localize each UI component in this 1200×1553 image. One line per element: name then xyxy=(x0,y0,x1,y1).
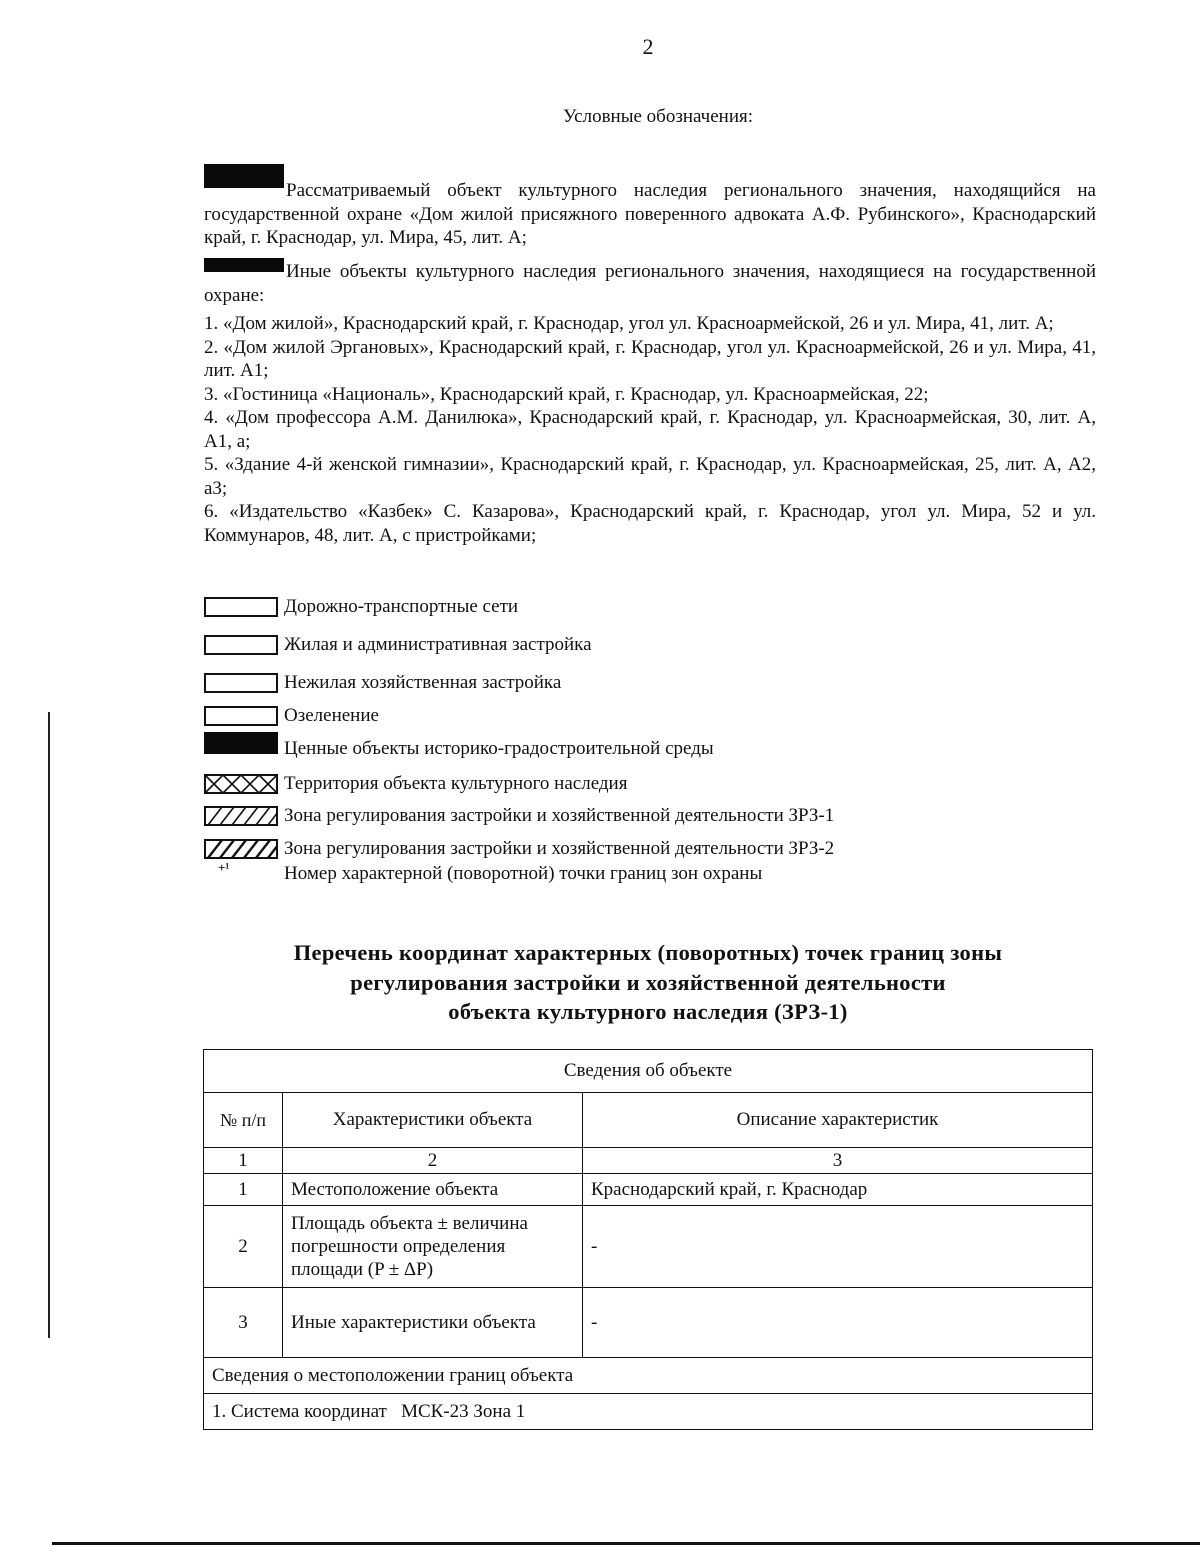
list-item: 5. «Здание 4-й женской гимназии», Краснодарский край, г. Краснодар, ул. Красноармейская, 25, лит. А, А2, а3; xyxy=(204,454,1096,499)
legend-title: Условные обозначения: xyxy=(562,106,754,127)
list-item: 4. «Дом профессора А.М. Данилюка», Краснодарский край, г. Краснодар, ул. Красноармейская, 30, лит. А, А1, а; xyxy=(204,407,1096,452)
legend-item-label: Озеленение xyxy=(284,705,379,726)
outline-swatch xyxy=(204,597,278,617)
coord-system: 1. Система координат МСК-23 Зона 1 xyxy=(204,1394,1093,1430)
black-swatch xyxy=(204,258,284,272)
list-item: 1. «Дом жилой», Краснодарский край, г. Краснодар, угол ул. Красноармейской, 26 и ул. Мира, 41, лит. А; xyxy=(204,313,1054,334)
legend-item-label: Жилая и административная застройка xyxy=(284,634,592,655)
table-cell: 3 xyxy=(204,1288,283,1358)
list-item: 6. «Издательство «Казбек» С. Казарова», Краснодарский край, г. Краснодар, угол ул. Мира, 52 и ул. Коммунаров, 48, лит. А, с пристройками; xyxy=(204,501,1096,546)
table-cell: Площадь объекта ± величина погрешности определения площади (P ± ΔP) xyxy=(283,1206,583,1288)
table-row xyxy=(204,1050,1093,1093)
table-cell: 3 xyxy=(583,1148,1093,1174)
margin-line xyxy=(48,712,50,1338)
legend-item-label: Нежилая хозяйственная застройка xyxy=(284,672,562,693)
heading-line: объекта культурного наследия (ЗРЗ-1) xyxy=(448,999,848,1024)
outline-swatch xyxy=(204,635,278,655)
table-row xyxy=(204,1288,1093,1358)
legend-item-label: Зона регулирования застройки и хозяйственной деятельности ЗРЗ-1 xyxy=(284,805,835,826)
legend-main-object xyxy=(204,172,1096,250)
table-section-title: Сведения об объекте xyxy=(204,1050,1093,1093)
heading-line: Перечень координат характерных (поворотных) точек границ зоны xyxy=(293,940,1003,965)
header-name: Характеристики объекта xyxy=(283,1093,583,1148)
hatch-swatch xyxy=(204,806,278,826)
list-item: 3. «Гостиница «Националь», Краснодарский край, г. Краснодар, ул. Красноармейская, 22; xyxy=(204,383,929,405)
table-cell: 2 xyxy=(283,1148,583,1174)
outline-swatch xyxy=(204,673,278,693)
legend-item-label: Ценные объекты историко-градостроительной среды xyxy=(284,738,714,759)
page-number: 2 xyxy=(642,34,654,59)
table-cell: Местоположение объекта xyxy=(283,1174,583,1206)
outline-swatch xyxy=(204,706,278,726)
table-cell: Краснодарский край, г. Краснодар xyxy=(583,1174,1093,1206)
bottom-line xyxy=(52,1542,1200,1545)
table-row xyxy=(204,1206,1093,1288)
legend-item-label: Номер характерной (поворотной) точки границ зон охраны xyxy=(284,863,763,884)
table-cell: - xyxy=(583,1288,1093,1358)
table-row xyxy=(204,1148,1093,1174)
document-heading xyxy=(0,938,1200,1027)
legend-item-label: Зона регулирования застройки и хозяйственной деятельности ЗРЗ-2 xyxy=(284,838,835,859)
black-swatch xyxy=(204,164,284,188)
other-objects-intro: Иные объекты культурного наследия регионального значения, находящиеся на государственной охране: xyxy=(204,261,1096,306)
table-header-row xyxy=(204,1093,1093,1148)
legend-item-label: Дорожно-транспортные сети xyxy=(284,596,519,617)
other-objects-list xyxy=(204,312,1096,547)
hatch-swatch xyxy=(204,839,278,859)
table-cell: Иные характеристики объекта xyxy=(283,1288,583,1358)
table-row xyxy=(204,1394,1093,1430)
table-cell: - xyxy=(583,1206,1093,1288)
crosshatch-swatch xyxy=(204,774,278,794)
point-mark-icon: +¹ xyxy=(218,860,230,875)
object-info-table xyxy=(203,1049,1093,1430)
table-cell: 2 xyxy=(204,1206,283,1288)
table-row xyxy=(204,1174,1093,1206)
heading-line: регулирования застройки и хозяйственной деятельности xyxy=(350,969,946,995)
table-cell: 1 xyxy=(204,1174,283,1206)
list-item: 2. «Дом жилой Эргановых», Краснодарский край, г. Краснодар, угол ул. Красноармейской, 26 и ул. Мира, 41, лит. А1; xyxy=(204,336,1096,381)
boundary-title: Сведения о местоположении границ объекта xyxy=(204,1358,1093,1394)
legend-item-label: Территория объекта культурного наследия xyxy=(284,773,628,794)
header-num: № п/п xyxy=(204,1093,283,1148)
legend-other-objects xyxy=(204,260,1096,307)
table-cell: 1 xyxy=(204,1148,283,1174)
black-swatch xyxy=(204,732,278,754)
header-value: Описание характеристик xyxy=(583,1093,1093,1148)
main-object-text: Рассматриваемый объект культурного наследия регионального значения, находящийся на государственной охране «Дом жилой присяжного поверенного адвоката А.Ф. Рубинского», Краснодарский край, г. Краснодар, ул. Мира, 45, лит. А; xyxy=(204,180,1096,248)
table-row xyxy=(204,1358,1093,1394)
